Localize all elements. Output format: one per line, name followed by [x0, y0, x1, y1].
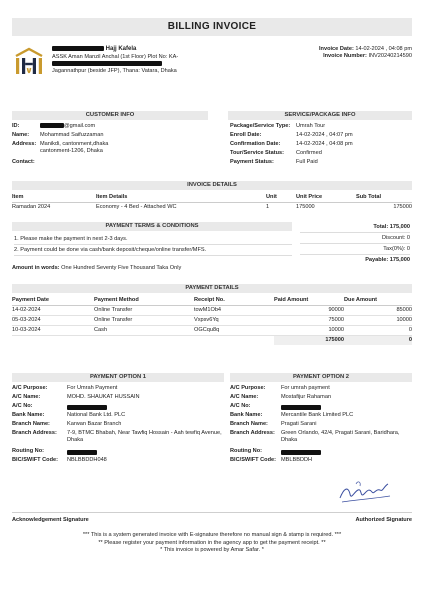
authorized-signature-label: Authorized Signature [355, 517, 412, 523]
table-cell: 175000 [393, 203, 412, 210]
option-label: Bank Name: [12, 412, 45, 418]
option-value: For Umrah Payment [67, 385, 118, 391]
table-cell: Ramadan 2024 [12, 203, 51, 210]
option-label: A/C Purpose: [12, 385, 48, 391]
table-header-row [12, 296, 412, 305]
terms-item: 2. Payment could be done via cash/bank deposit/cheque/online transfer/MFS. [14, 245, 292, 256]
footer-line: ** Please register your payment information in the agency app to get the payment receipt. ** [98, 539, 326, 546]
page-title: BILLING INVOICE [12, 18, 412, 36]
service-info-heading: SERVICE/PACKAGE INFO [228, 111, 412, 120]
service-label: Enroll Date: [230, 132, 262, 138]
option-label: A/C No: [230, 403, 251, 409]
company-info [52, 46, 252, 75]
service-value: Full Paid [296, 159, 318, 165]
payable-amount: Payable: 175,000 [365, 257, 410, 263]
table-cell: 05-03-2024 [12, 316, 41, 323]
total-paid: 175000 [274, 335, 344, 344]
table-cell: 14-02-2024 [12, 306, 41, 313]
payment-option-2 [230, 385, 414, 466]
column-header: Sub Total [356, 194, 382, 200]
column-header: Due Amount [344, 297, 378, 303]
table-cell: Cash [94, 326, 108, 333]
option-label: A/C Purpose: [230, 385, 266, 391]
option-label: BIC/SWIFT Code: [230, 457, 276, 463]
option-label: Bank Name: [230, 412, 263, 418]
invoice-number-label: Invoice Number: [323, 52, 367, 59]
customer-address-line1: Manikdi, cantonment,dhaka [40, 141, 109, 147]
payment-option-1 [12, 385, 226, 466]
company-logo-icon [12, 46, 46, 80]
table-cell: 10000 [328, 326, 344, 333]
terms-item: 1. Please make the payment in next 2-3 days. [14, 234, 292, 245]
totals [300, 222, 410, 265]
redacted-routing-number [67, 450, 97, 455]
redacted-company-name [52, 46, 104, 51]
amount-in-words-label: Amount in words: [12, 265, 60, 271]
option-value: MBLBBDDH [281, 457, 313, 463]
service-value: 14-02-2024 , 04:08 pm [296, 141, 353, 147]
table-cell: 75000 [328, 316, 344, 323]
e-signature-icon [336, 474, 394, 510]
column-header: Receipt No. [194, 297, 225, 303]
total-amount: Total: 175,000 [300, 222, 410, 233]
option-label: Routing No: [230, 448, 262, 454]
option-value: Pragati Sarani [281, 421, 317, 427]
redacted-address [52, 61, 162, 66]
amount-in-words [12, 265, 181, 272]
option-label: A/C No: [12, 403, 33, 409]
customer-id-label: ID: [12, 123, 20, 129]
table-cell: 10000 [396, 316, 412, 323]
table-cell: Vxpsv6Yq [194, 316, 219, 323]
table-row [12, 305, 412, 315]
payment-details-table [12, 296, 412, 345]
table-row [12, 202, 412, 211]
service-label: Payment Status: [230, 159, 274, 165]
option-value: Green Orlando, 42/4, Pragati Sarani, Baridhara, Dhaka [281, 430, 400, 443]
table-cell: OGCqu8q [194, 326, 220, 333]
table-cell: Online Transfer [94, 306, 133, 313]
table-header-row [12, 193, 412, 202]
option-value: National Bank Ltd. PLC [67, 412, 126, 418]
service-label: Tour/Service Status: [230, 150, 284, 156]
company-name: Hajj Kafela [105, 46, 137, 53]
option-label: BIC/SWIFT Code: [12, 457, 58, 463]
table-cell: 90000 [328, 306, 344, 313]
amount-in-words-value: One Hundred Seventy Five Thousand Taka Only [61, 265, 182, 271]
option-value: For umrah payment [281, 385, 330, 391]
option-label: A/C Name: [230, 394, 259, 400]
invoice-date: 14-02-2024 , 04:08 pm [355, 46, 412, 52]
redacted-routing-number [281, 450, 321, 455]
option-label: A/C Name: [12, 394, 41, 400]
footer-line: * This invoice is powered by Amar Safar. * [160, 547, 264, 554]
option-value: MOHD. SHAUKAT HUSSAIN [67, 394, 140, 400]
column-header: Payment Method [94, 297, 139, 303]
customer-info [12, 123, 212, 168]
table-cell: 10-03-2024 [12, 326, 41, 333]
service-label: Confirmation Date: [230, 141, 281, 147]
column-header: Unit [266, 194, 277, 200]
column-header: Paid Amount [274, 297, 309, 303]
payment-option-2-heading: PAYMENT OPTION 2 [230, 373, 412, 382]
option-label: Branch Address: [230, 430, 275, 436]
table-cell: 175000 [296, 203, 315, 210]
totals-row [12, 335, 412, 344]
option-value: 7-9, BTMC Bhabah, Near Tawfiq Hossain - Aah tewfiq Avenue, Dhaka [67, 430, 222, 443]
payment-details-heading: PAYMENT DETAILS [12, 284, 412, 293]
signature-divider [12, 512, 412, 513]
table-cell: Economy - 4 Bed - Attached WC [96, 203, 177, 210]
customer-name-label: Name: [12, 132, 30, 138]
footer-notes [12, 532, 412, 555]
column-header: Item [12, 194, 24, 200]
service-value: 14-02-2024 , 04:07 pm [296, 132, 353, 138]
footer-line: *** This is a system generated invoice with E-signature therefore no manual sign & stamp is required. *** [82, 532, 342, 538]
customer-info-heading: CUSTOMER INFO [12, 111, 208, 120]
table-cell: 1 [266, 203, 270, 210]
option-value: Karwan Bazar Branch [67, 421, 122, 427]
column-header: Unit Price [296, 194, 323, 200]
customer-address-label: Address: [12, 141, 37, 147]
discount-amount: Discount: 0 [300, 233, 410, 244]
invoice-details-table [12, 193, 412, 212]
service-value: Confirmed [296, 150, 322, 156]
option-label: Branch Address: [12, 430, 57, 436]
company-address-line1: ASSK Aman Manzil Anchal (1st Floor) Plot No: KA- [52, 53, 179, 60]
tax-amount: Tax(0%): 0 [300, 244, 410, 255]
customer-contact-label: Contact: [12, 159, 35, 165]
invoice-details-heading: INVOICE DETAILS [12, 181, 412, 190]
column-header: Item Details [96, 194, 128, 200]
option-label: Branch Name: [12, 421, 50, 427]
service-value: Umrah Tour [296, 123, 326, 129]
customer-address-line2: cantonment-1206, Dhaka [40, 147, 103, 154]
terms-heading: PAYMENT TERMS & CONDITIONS [12, 222, 292, 231]
option-value: Mostafijur Rahaman [281, 394, 332, 400]
table-row [12, 315, 412, 325]
company-address-line3: Jagannathpur (beside JFP), Thana: Vatara, Dhaka [52, 67, 177, 74]
table-row [12, 325, 412, 335]
total-due: 0 [344, 335, 412, 344]
invoice-meta [319, 46, 412, 60]
table-cell: 0 [408, 326, 412, 333]
option-value: NBLBBDDH048 [67, 457, 107, 463]
service-label: Package/Service Type: [230, 123, 291, 129]
redacted-account-number [281, 405, 321, 410]
invoice-number: INV20240214590 [368, 52, 412, 59]
redacted-account-number [67, 405, 107, 410]
customer-name: Mohammad Saifuzzaman [40, 132, 104, 138]
redacted-email [40, 123, 64, 128]
customer-id: @gmail.com [64, 123, 96, 129]
option-value: Mercantile Bank Limited PLC [281, 412, 354, 418]
option-label: Branch Name: [230, 421, 268, 427]
payment-option-1-heading: PAYMENT OPTION 1 [12, 373, 224, 382]
table-cell: Online Transfer [94, 316, 133, 323]
service-info [230, 123, 414, 168]
acknowledgement-signature-label: Acknowledgement Signature [12, 517, 89, 523]
table-cell: 85000 [396, 306, 412, 313]
invoice-date-label: Invoice Date: [319, 46, 354, 52]
option-label: Routing No: [12, 448, 44, 454]
table-cell: towM1Ob4 [194, 306, 222, 313]
column-header: Payment Date [12, 297, 49, 303]
